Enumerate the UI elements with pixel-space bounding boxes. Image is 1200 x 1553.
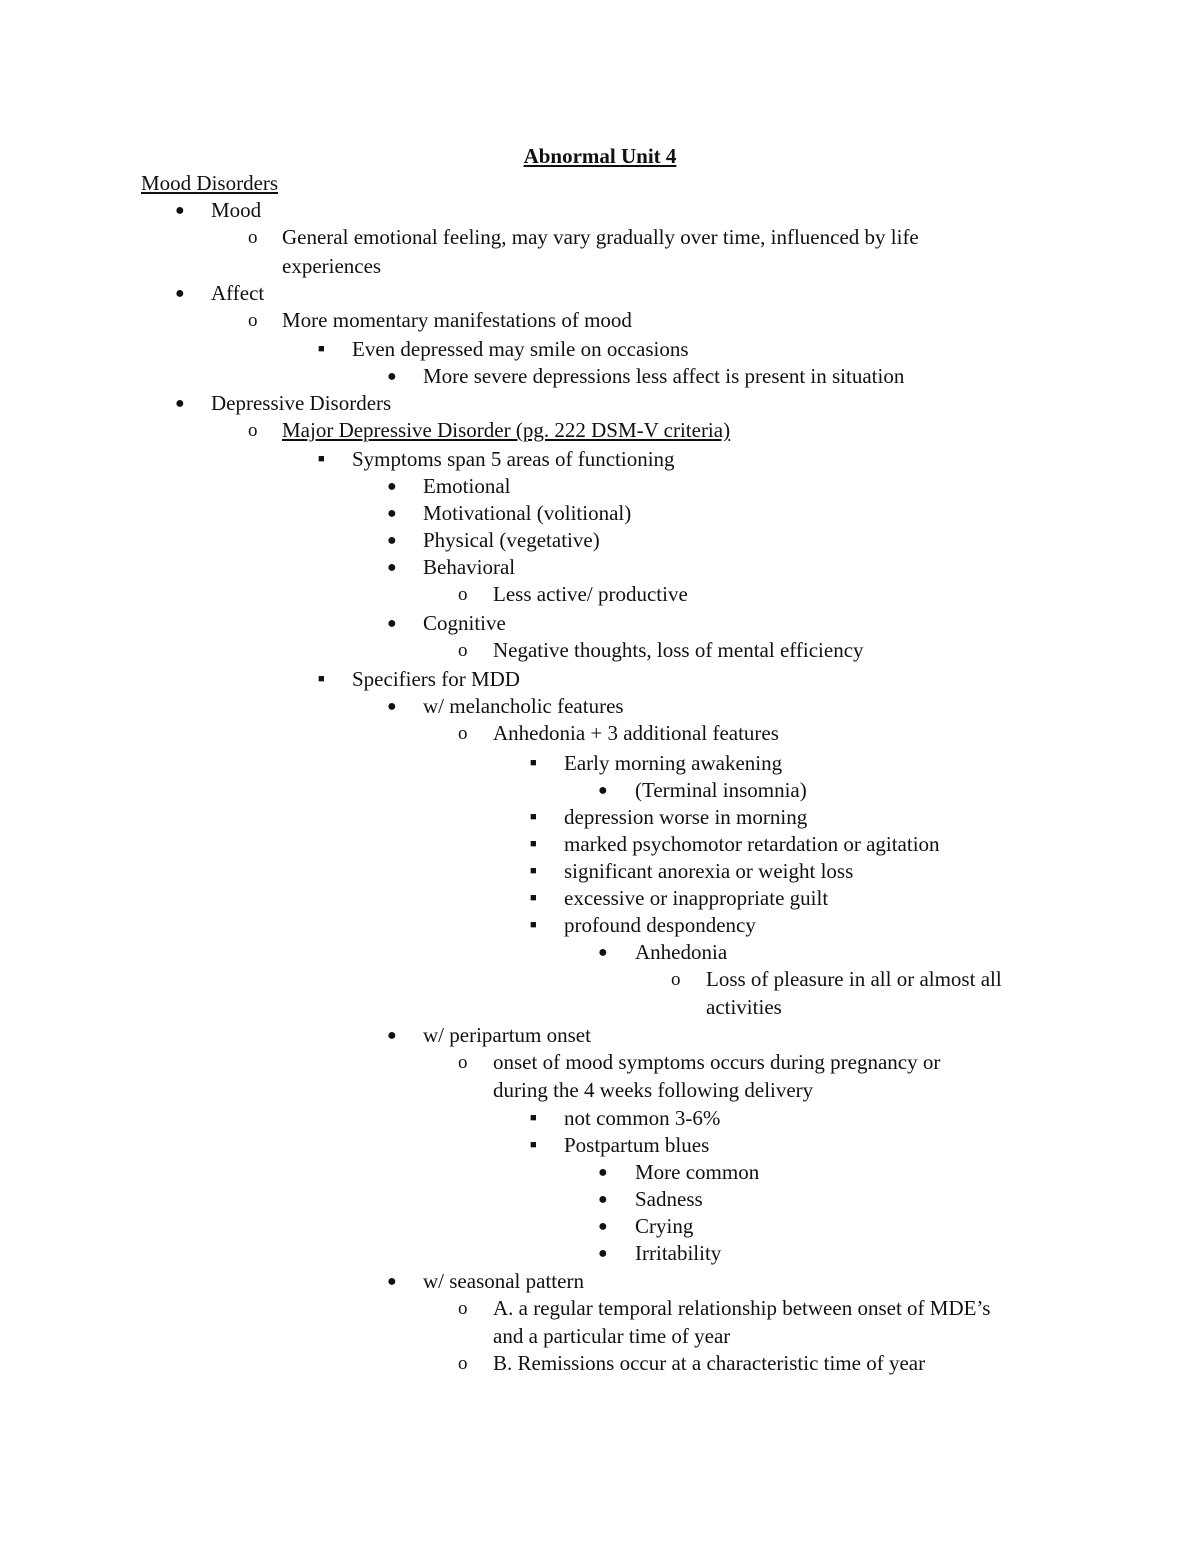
square-marker: ■ bbox=[530, 1112, 537, 1124]
circle-marker: o bbox=[458, 640, 468, 661]
subsection-heading: Major Depressive Disorder (pg. 222 DSM-V criteria) bbox=[282, 418, 731, 442]
circle-marker: o bbox=[248, 310, 258, 331]
bullet-marker: ● bbox=[387, 532, 397, 549]
page-title: Abnormal Unit 4 bbox=[523, 144, 677, 168]
list-item-continuation: activities bbox=[706, 995, 782, 1019]
square-marker: ■ bbox=[530, 757, 537, 769]
circle-marker: o bbox=[671, 969, 681, 990]
bullet-marker: ● bbox=[387, 698, 397, 715]
circle-marker: o bbox=[458, 1052, 468, 1073]
circle-marker: o bbox=[458, 1298, 468, 1319]
bullet-marker: ● bbox=[387, 368, 397, 385]
bullet-marker: ● bbox=[387, 1027, 397, 1044]
section-heading: Mood Disorders bbox=[141, 171, 279, 195]
bullet-marker: ● bbox=[387, 478, 397, 495]
bullet-marker: ● bbox=[175, 285, 185, 302]
square-marker: ■ bbox=[530, 838, 537, 850]
list-item-continuation: and a particular time of year bbox=[493, 1324, 731, 1348]
circle-marker: o bbox=[458, 584, 468, 605]
square-marker: ■ bbox=[530, 811, 537, 823]
circle-marker: o bbox=[248, 420, 258, 441]
list-item-continuation: during the 4 weeks following delivery bbox=[493, 1078, 814, 1102]
square-marker: ■ bbox=[530, 919, 537, 931]
bullet-marker: ● bbox=[387, 1273, 397, 1290]
square-marker: ■ bbox=[318, 673, 325, 685]
square-marker: ■ bbox=[530, 865, 537, 877]
bullet-marker: ● bbox=[598, 944, 608, 961]
square-marker: ■ bbox=[318, 343, 325, 355]
bullet-marker: ● bbox=[598, 1164, 608, 1181]
square-marker: ■ bbox=[530, 892, 537, 904]
square-marker: ■ bbox=[318, 453, 325, 465]
bullet-marker: ● bbox=[387, 615, 397, 632]
list-item-continuation: experiences bbox=[282, 254, 382, 278]
circle-marker: o bbox=[248, 227, 258, 248]
bullet-marker: ● bbox=[598, 782, 608, 799]
bullet-marker: ● bbox=[175, 202, 185, 219]
bullet-marker: ● bbox=[175, 395, 185, 412]
bullet-marker: ● bbox=[387, 505, 397, 522]
bullet-marker: ● bbox=[598, 1191, 608, 1208]
circle-marker: o bbox=[458, 723, 468, 744]
square-marker: ■ bbox=[530, 1139, 537, 1151]
bullet-marker: ● bbox=[598, 1245, 608, 1262]
document-page: Abnormal Unit 4 Mood Disorders ● Mood o General emotional feeling, may vary gradually over time, influenced by life experiences ● Affect o More momentary manifestations of mood ■ Even depressed may smile on occasions ● More severe depressions less affect is present in situation ● Depressive Disorders o Major Depressive Disorder (pg. 222 DSM-V criteria) ■ Symptoms span 5 areas of functioning ● Emotional ● Motivational (volitional) ● Physical (vegetative) ● Behavioral o Less active/ productive ● Cognitive o Negative thoughts, loss of mental efficiency ■ Specifiers for MDD ● w/ melancholic features o Anhedonia + 3 additional features ■ Early morning awakening ● (Terminal insomnia) ■ depression worse in morning ■ marked psychomotor retardation or agitation ■ significant anorexia or weight loss ■ excessive or inappropriate guilt ■ profound despondency ● Anhedonia o Loss of pleasure in all or almost all activities ● w/ peripartum onset o onset of mood symptoms occurs during pregnancy or during the 4 weeks following delivery ■ not common 3-6% ■ Postpartum blues ● More common ● Sadness ● Crying ● Irritability ● w/ seasonal pattern o A. a regular temporal relationship between onset of MDE’s and a particular time of year o B. Remissions occur at a characteristic time of year bbox=[0, 0, 1200, 1553]
bullet-marker: ● bbox=[598, 1218, 608, 1235]
circle-marker: o bbox=[458, 1353, 468, 1374]
bullet-marker: ● bbox=[387, 559, 397, 576]
